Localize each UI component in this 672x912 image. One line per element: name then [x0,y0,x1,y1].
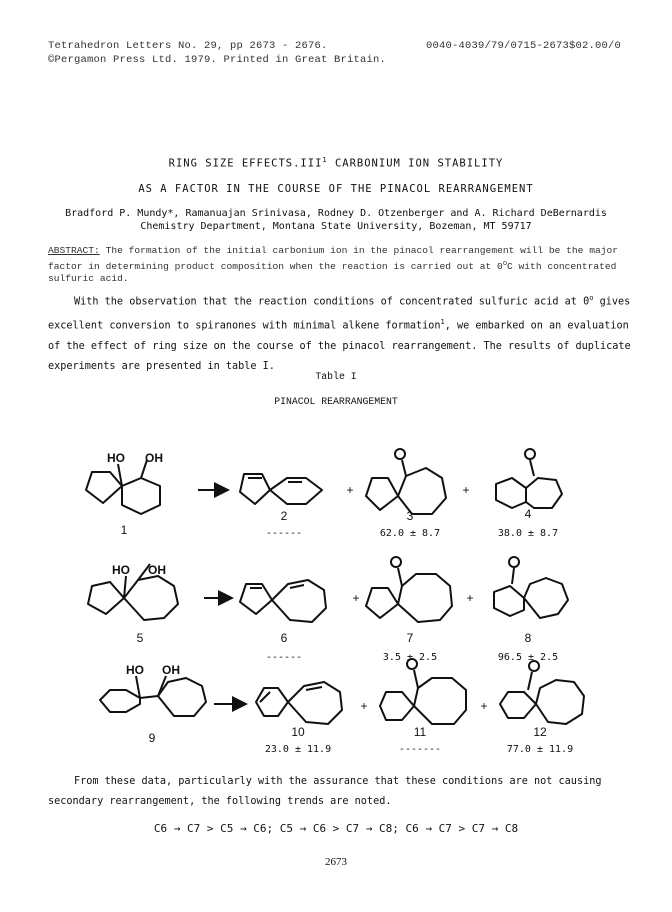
compound-11-label: 11 [413,725,427,739]
compound-1-label: 1 [120,523,128,537]
compound-8-label: 8 [524,631,532,645]
abstract: ABSTRACT: The formation of the initial carbonium ion in the pinacol rearrangement will be the major factor in determining product composition when the reaction is carried out at 0$^o$C with concentrated sulfuric acid. [48,245,618,285]
compound-2-label: 2 [280,509,288,523]
ring-size-trend: C6 → C7 > C5 → C6; C5 → C6 > C7 → C8; C6 → C7 > C7 → C8 [153,822,519,835]
plus-sign: + [466,591,474,605]
plus-sign: + [352,591,360,605]
plus-sign: + [346,483,354,497]
compound-3-structure [366,449,446,514]
table-subtitle: PINACOL REARRANGEMENT [274,396,398,407]
compound-4-label: 4 [524,507,532,521]
compound-9-label: 9 [148,731,156,745]
compound-4-yield: 38.0 ± 8.7 [497,528,559,539]
compound-12-label: 12 [533,725,547,739]
hydroxyl-label: HO [112,563,130,577]
compound-6-yield: ------ [265,652,303,663]
compound-3-label: 3 [406,509,414,523]
affiliation: Chemistry Department, Montana State University, Bozeman, MT 59717 [140,221,532,232]
plus-sign: + [462,483,470,497]
compound-2-yield: ------ [265,528,303,539]
compound-11-yield: ------- [398,744,442,755]
journal-citation: Tetrahedron Letters No. 29, pp 2673 - 2676. [48,40,328,52]
compound-7-label: 7 [406,631,414,645]
compound-6-structure [240,580,326,622]
compound-12-yield: 77.0 ± 11.9 [506,744,574,755]
pinacol-scheme [0,420,672,765]
compound-6-label: 6 [280,631,288,645]
hydroxyl-label: OH [148,563,166,577]
title-line-2: AS A FACTOR IN THE COURSE OF THE PINACOL REARRANGEMENT [138,183,534,195]
compound-3-yield: 62.0 ± 8.7 [379,528,441,539]
trends-paragraph: From these data, particularly with the assurance that these conditions are not causing secondary rearrangement, the following trends are noted. [48,776,602,807]
hydroxyl-label: OH [162,663,180,677]
compound-7-structure [366,557,452,622]
table-caption: Table I [315,371,357,382]
compound-1-structure [86,460,160,514]
compound-8-structure [494,557,568,618]
article-code: 0040-4039/79/0715-2673$02.00/0 [426,40,622,52]
compound-8-yield: 96.5 ± 2.5 [497,652,559,663]
compound-10-structure [256,682,342,724]
abstract-label: ABSTRACT: [48,245,100,256]
author-list: Bradford P. Mundy*, Ramanuajan Srinivasa, Rodney D. Otzenberger and A. Richard DeBernardis [65,208,607,219]
compound-10-label: 10 [291,725,305,739]
compound-2-structure [240,474,322,504]
hydroxyl-label: HO [126,663,144,677]
compound-11-structure [380,659,466,724]
publisher-line: ©Pergamon Press Ltd. 1979. Printed in Great Britain. [48,54,387,66]
page-number: 2673 [325,856,347,868]
compound-4-structure [496,449,562,508]
plus-sign: + [480,699,488,713]
intro-paragraph: With the observation that the reaction conditions of concentrated sulfuric acid at 0$^o$ gives excellent conversion to spiranones with minimal alkene formation$^1$, we embarked on an evaluation of the effect of ring size on the course of the pinacol rearrangement. The results of duplicate experiments are presented in table I. [48,294,631,372]
compound-12-structure [500,661,584,724]
plus-sign: + [360,699,368,713]
compound-5-label: 5 [136,631,144,645]
hydroxyl-label: HO [107,451,125,465]
compound-9-structure [100,676,206,716]
title-line-1: RING SIZE EFFECTS.III$^1$ CARBONIUM ION STABILITY [168,156,504,170]
hydroxyl-label: OH [145,451,163,465]
compound-7-yield: 3.5 ± 2.5 [382,652,438,663]
compound-10-yield: 23.0 ± 11.9 [264,744,332,755]
